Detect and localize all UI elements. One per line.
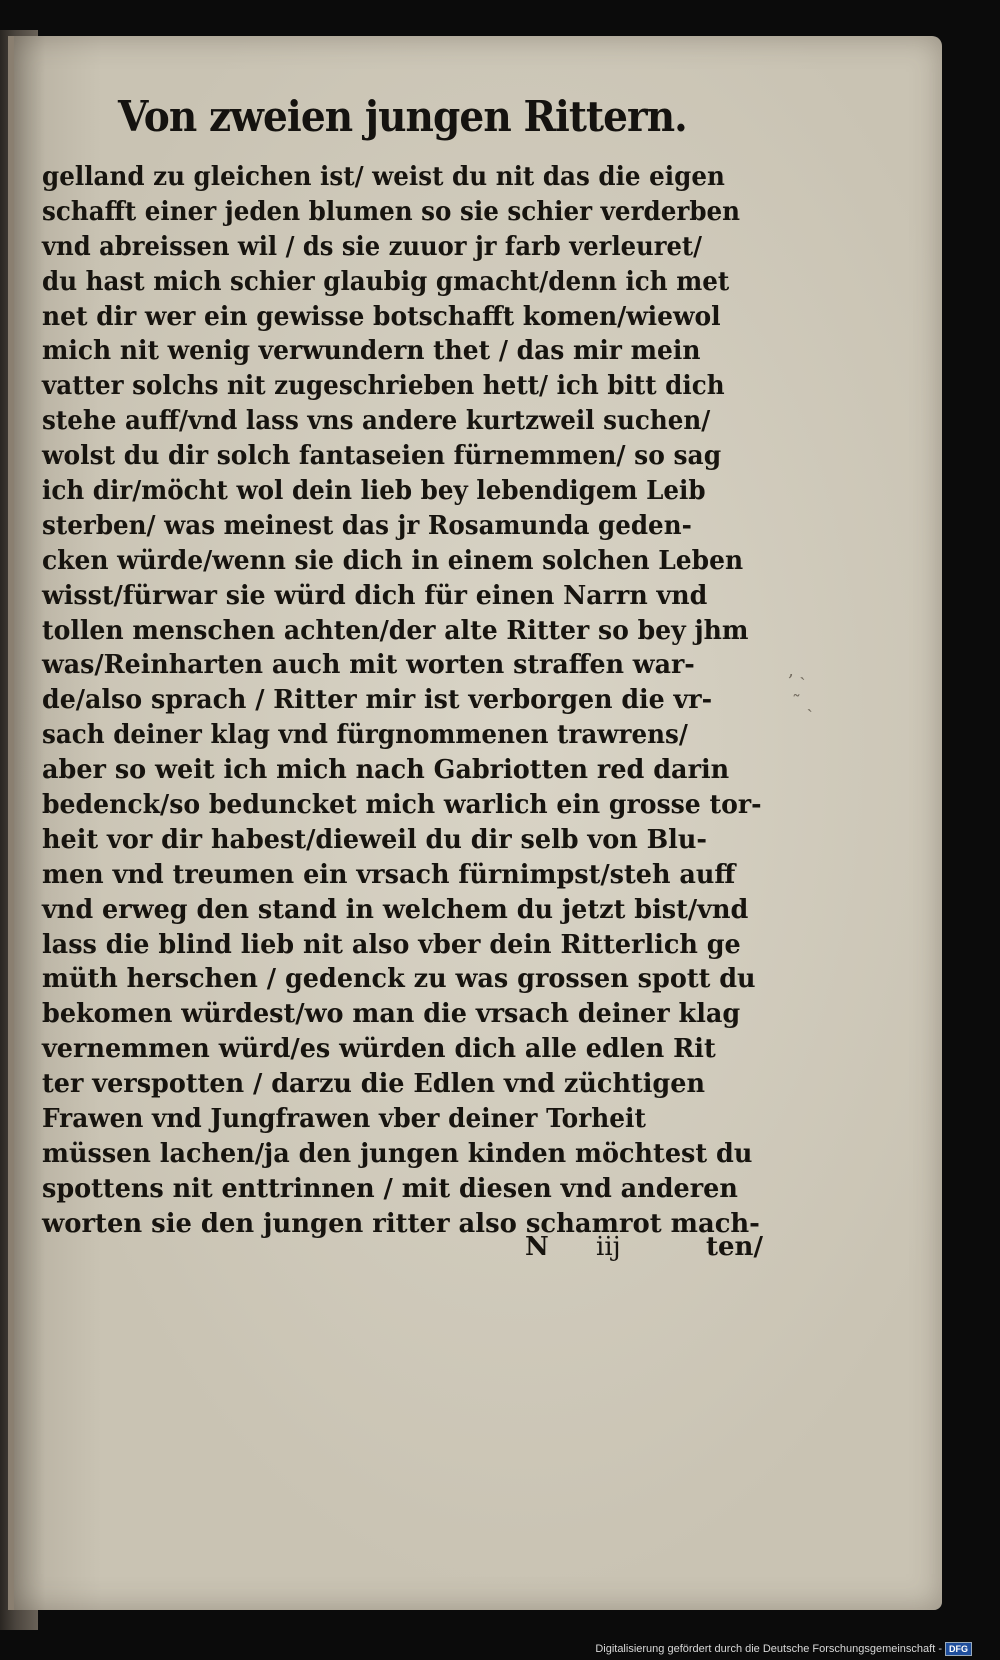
text-line: wolst du dir solch fantaseien fürnemmen/ so sag	[42, 441, 722, 472]
text-line: de/also sprach / Ritter mir ist verborgen die vr-	[42, 685, 713, 716]
text-line: spottens nit enttrinnen / mit diesen vnd anderen	[42, 1173, 738, 1204]
text-line: net dir wer ein gewisse botschafft komen/wiewol	[42, 301, 721, 332]
text-line: vatter solchs nit zugeschrieben hett/ ich bitt dich	[42, 371, 725, 402]
signature-mark: N	[525, 1232, 549, 1262]
text-line: sterben/ was meinest das jr Rosamunda geden-	[42, 510, 692, 541]
page-footer	[0, 1232, 1000, 1272]
text-line: tollen menschen achten/der alte Ritter so bey jhm	[42, 615, 749, 646]
show-through-mark: ‚ ˏ	[788, 660, 806, 681]
signature-number: iij	[596, 1232, 621, 1262]
text-line: müssen lachen/ja den jungen kinden möchtest du	[42, 1138, 753, 1169]
show-through-mark: ˜ ˎ	[792, 692, 813, 713]
text-line: Frawen vnd Jungfrawen vber deiner Torheit	[42, 1104, 646, 1135]
text-line: worten sie den jungen ritter also schamrot mach-	[42, 1208, 760, 1239]
text-line: müth herschen / gedenck zu was grossen spott du	[42, 964, 756, 995]
text-line: vernemmen würd/es würden dich alle edlen Rit	[42, 1034, 716, 1065]
text-line: bekomen würdest/wo man die vrsach deiner klag	[42, 999, 741, 1030]
text-line: stehe auff/vnd lass vns andere kurtzweil suchen/	[42, 406, 711, 437]
text-line: cken würde/wenn sie dich in einem solchen Leben	[42, 545, 744, 576]
text-line: ich dir/möcht wol dein lieb bey lebendigem Leib	[42, 476, 706, 507]
text-line: heit vor dir habest/dieweil du dir selb von Blu-	[42, 824, 707, 855]
digitization-credit	[595, 1642, 972, 1656]
text-line: mich nit wenig verwundern thet / das mir mein	[42, 336, 701, 367]
running-head: Von zweien jungen Rittern.	[118, 92, 687, 141]
text-line: sach deiner klag vnd fürgnommenen trawrens/	[42, 720, 688, 751]
text-line: du hast mich schier glaubig gmacht/denn ich met	[42, 266, 730, 297]
text-line: gelland zu gleichen ist/ weist du nit das die eigen	[42, 162, 725, 192]
catchword: ten/	[706, 1232, 763, 1262]
text-line: lass die blind lieb nit also vber dein Ritterlich ge	[42, 929, 741, 960]
text-line: schafft einer jeden blumen so sie schier verderben	[42, 196, 741, 227]
text-line: was/Reinharten auch mit worten straffen war-	[42, 650, 695, 681]
text-line: vnd abreissen wil / ds sie zuuor jr farb verleuret/	[42, 231, 702, 262]
page-edge	[8, 36, 14, 1610]
text-line: men vnd treumen ein vrsach fürnimpst/steh auff	[42, 859, 736, 890]
text-line: wisst/fürwar sie würd dich für einen Narrn vnd	[42, 580, 708, 611]
body-text	[42, 160, 782, 1242]
text-line: aber so weit ich mich nach Gabriotten red darin	[42, 755, 730, 786]
text-line: ter verspotten / darzu die Edlen vnd züchtigen	[42, 1069, 705, 1100]
text-line: vnd erweg den stand in welchem du jetzt bist/vnd	[42, 894, 749, 925]
dfg-logo-icon: DFG	[945, 1642, 972, 1656]
credit-text: Digitalisierung gefördert durch die Deutsche Forschungsgemeinschaft -	[595, 1643, 942, 1655]
text-line: bedenck/so beduncket mich warlich ein grosse tor-	[42, 790, 762, 821]
